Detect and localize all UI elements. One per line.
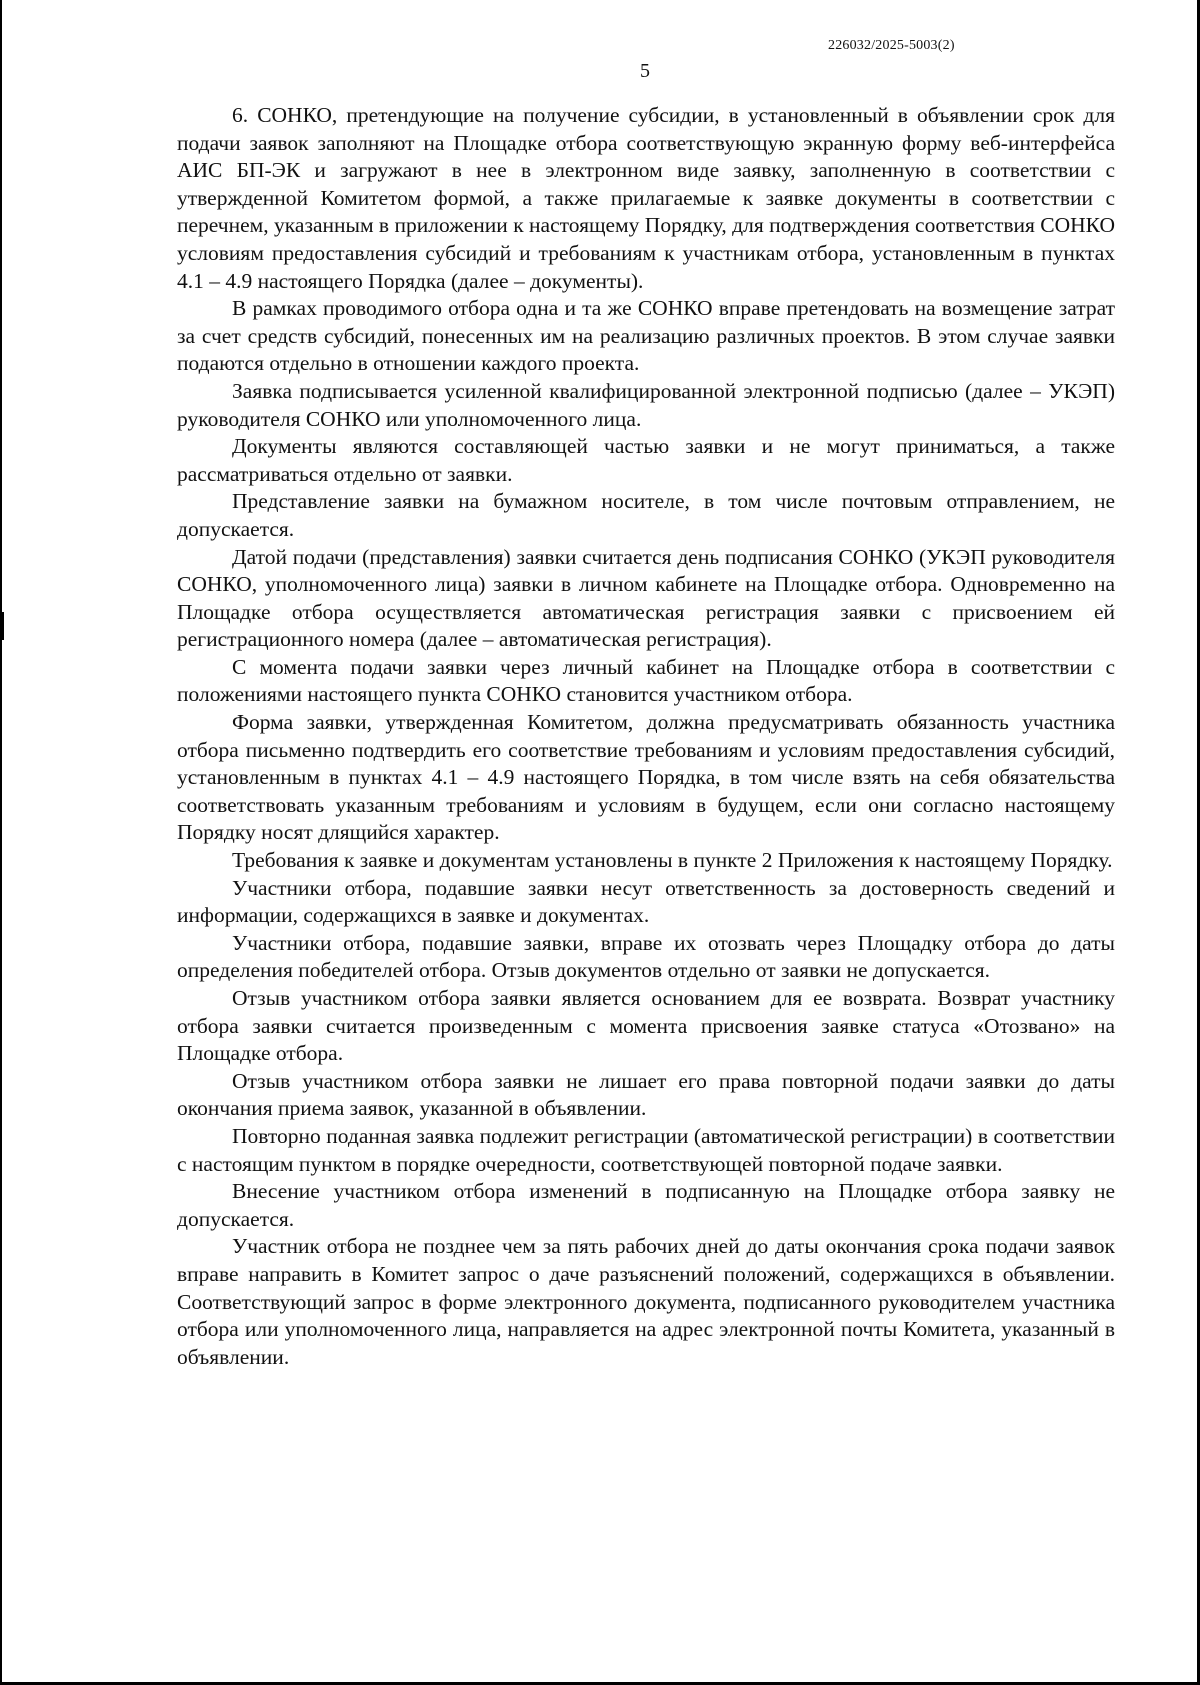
- paragraph: 6. СОНКО, претендующие на получение субсидии, в установленный в объявлении срок для подачи заявок заполняют на Площадке отбора соответствующую экранную форму веб-интерфейса АИС БП-ЭК и загружают в нее в электронном виде заявку, заполненную в соответствии с утвержденной Комитетом формой, а также прилагаемые к заявке документы в соответствии с перечнем, указанным в приложении к настоящему Порядку, для подтверждения соответствия СОНКО условиям предоставления субсидий и требованиям к участникам отбора, установленным в пунктах 4.1 – 4.9 настоящего Порядка (далее – документы).: [177, 103, 1115, 293]
- paragraph: Представление заявки на бумажном носителе, в том числе почтовым отправлением, не допускается.: [177, 489, 1115, 541]
- scan-left-border: [0, 0, 2, 1685]
- paragraph: Датой подачи (представления) заявки считается день подписания СОНКО (УКЭП руководителя СОНКО, уполномоченного лица) заявки в личном кабинете на Площадке отбора. Одновременно на Площадке отбора осуществляется автоматическая регистрация заявки с присвоением ей регистрационного номера (далее – автоматическая регистрация).: [177, 544, 1115, 652]
- paragraph: Форма заявки, утвержденная Комитетом, должна предусматривать обязанность участника отбора письменно подтвердить его соответствие требованиям и условиям предоставления субсидий, установленным в пунктах 4.1 – 4.9 настоящего Порядка, в том числе взять на себя обязательства соответствовать указанным требованиям и условиям в будущем, если они согласно настоящему Порядку носят длящийся характер.: [177, 710, 1115, 845]
- paragraph: Требования к заявке и документам установлены в пункте 2 Приложения к настоящему Порядку.: [232, 848, 1113, 873]
- paragraph: В рамках проводимого отбора одна и та же СОНКО вправе претендовать на возмещение затрат за счет средств субсидий, понесенных им на реализацию различных проектов. В этом случае заявки подаются отдельно в отношении каждого проекта.: [177, 296, 1115, 376]
- paragraph: Отзыв участником отбора заявки не лишает его права повторной подачи заявки до даты окончания приема заявок, указанной в объявлении.: [177, 1068, 1115, 1121]
- paragraph: Участники отбора, подавшие заявки, вправе их отозвать через Площадку отбора до даты определения победителей отбора. Отзыв документов отдельно от заявки не допускается.: [177, 930, 1115, 983]
- paragraph: С момента подачи заявки через личный кабинет на Площадке отбора в соответствии с положениями настоящего пункта СОНКО становится участником отбора.: [177, 654, 1115, 707]
- paragraph: Участники отбора, подавшие заявки несут ответственность за достоверность сведений и информации, содержащихся в заявке и документах.: [177, 875, 1115, 928]
- document-registration-number: 226032/2025-5003(2): [828, 38, 955, 53]
- document-body: [177, 102, 1115, 1371]
- page-number: 5: [640, 60, 650, 82]
- paragraph: Внесение участником отбора изменений в подписанную на Площадке отбора заявку не допускается.: [177, 1179, 1115, 1231]
- scan-left-mark: [0, 612, 4, 640]
- paragraph: Участник отбора не позднее чем за пять рабочих дней до даты окончания срока подачи заявок вправе направить в Комитет запрос о даче разъяснений положений, содержащихся в объявлении. Соответствующий запрос в форме электронного документа, подписанного руководителем участника отбора или уполномоченного лица, направляется на адрес электронной почты Комитета, указанный в объявлении.: [177, 1234, 1115, 1369]
- paragraph: Документы являются составляющей частью заявки и не могут приниматься, а также рассматриваться отдельно от заявки.: [177, 434, 1115, 486]
- paragraph: Отзыв участником отбора заявки является основанием для ее возврата. Возврат участнику отбора заявки считается произведенным с момента присвоения заявке статуса «Отозвано» на Площадке отбора.: [177, 986, 1115, 1066]
- paragraph: Заявка подписывается усиленной квалифицированной электронной подписью (далее – УКЭП) руководителя СОНКО или уполномоченного лица.: [177, 378, 1115, 431]
- paragraph: Повторно поданная заявка подлежит регистрации (автоматической регистрации) в соответствии с настоящим пунктом в порядке очередности, соответствующей повторной подаче заявки.: [177, 1123, 1115, 1176]
